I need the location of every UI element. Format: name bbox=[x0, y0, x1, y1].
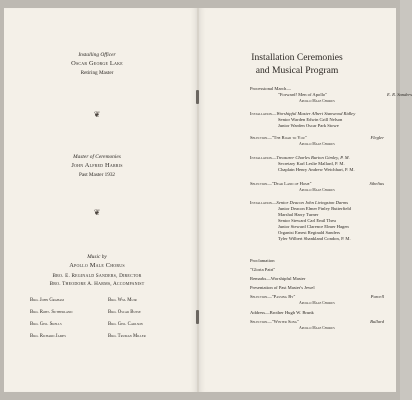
selection-2 bbox=[250, 181, 384, 186]
program-title-line1: Installation Ceremonies bbox=[251, 52, 343, 63]
installation-3-line bbox=[250, 200, 384, 205]
gloria-patri: "Gloria Patri" bbox=[250, 267, 276, 272]
selection-4-title: Selection—"Winter Song" bbox=[250, 319, 299, 324]
member-name: Bro. Truman Miller bbox=[108, 334, 146, 339]
accompanist: Bro. Theodore A. Harms, Accompanist bbox=[49, 281, 145, 287]
chorus-name: Apollo Male Chorus bbox=[69, 262, 125, 269]
mc-name: John Alfred Harris bbox=[71, 162, 123, 169]
installing-officer-role: Installing Officer bbox=[78, 52, 116, 58]
remarks: Remarks—Worshipful Master bbox=[250, 276, 306, 281]
selection-3 bbox=[250, 294, 384, 299]
forward-composer: E. R. Sanders bbox=[386, 92, 412, 97]
forward-title: "Forward! Men of Apollo" bbox=[278, 92, 328, 97]
member-name: Bro. Oscar Busse bbox=[108, 310, 141, 315]
proclamation: Proclamation bbox=[250, 258, 275, 263]
music-role: Music by bbox=[87, 254, 107, 260]
officer-line: Marshal Harry Turner bbox=[278, 212, 319, 217]
chorus-credit: Apollo Male Chorus bbox=[299, 301, 335, 305]
member-name: Bro. Geo. Carlson bbox=[108, 322, 143, 327]
forward-selection bbox=[250, 92, 412, 97]
chorus-credit: Apollo Male Chorus bbox=[299, 326, 335, 330]
officer-line: Chaplain Henry Andrew Weichhart, P. M. bbox=[278, 167, 355, 172]
member-name: Bro. John Graham bbox=[30, 298, 64, 303]
selection-3-composer: Purcell bbox=[370, 294, 384, 299]
officer-line: Junior Deacon Elmer Finley Butterfield bbox=[278, 206, 351, 211]
address: Address—Brother Hugh W. Brunk bbox=[250, 310, 314, 315]
installation-1-line bbox=[250, 111, 384, 116]
selection-3-title: Selection—"Passing By" bbox=[250, 294, 296, 299]
officer-line: Junior Steward Clarence Elmer Hagen bbox=[278, 224, 349, 229]
program-title-line2: and Musical Program bbox=[255, 65, 339, 76]
chorus-credit: Apollo Male Chorus bbox=[299, 99, 335, 103]
selection-2-title: Selection—"Dear Land of Home" bbox=[250, 181, 312, 186]
installation-2-line bbox=[250, 155, 384, 160]
ornament-icon: ❦ bbox=[93, 208, 101, 217]
officer-line: Senior Deacon John Livingston Darms bbox=[276, 200, 349, 205]
mc-role: Master of Ceremonies bbox=[73, 154, 121, 160]
member-name: Bro. Richard James bbox=[30, 334, 66, 339]
chorus-credit: Apollo Male Chorus bbox=[299, 188, 335, 192]
selection-1-title: Selection—"The Road to You" bbox=[250, 135, 307, 140]
selection-4 bbox=[250, 319, 384, 324]
officer-line: Tyler Wilbert Shankland Condon, P. M. bbox=[278, 236, 351, 241]
chorus-credit: Apollo Male Chorus bbox=[299, 142, 335, 146]
officer-line: Treasurer Charles Burton Gimley, P. M. bbox=[276, 155, 350, 160]
member-name: Bro. Wm. Muir bbox=[108, 298, 137, 303]
officer-line: Worshipful Master Albert Stanwood Ridley bbox=[276, 111, 356, 116]
installation-label: Installation— bbox=[250, 111, 277, 116]
installing-officer-name: Oscar George Lake bbox=[71, 60, 123, 67]
officer-line: Junior Warden Oscar Park Stowe bbox=[278, 123, 339, 128]
officer-line: Senior Steward Carl Emil Theu bbox=[278, 218, 336, 223]
ornament-icon: ❦ bbox=[93, 110, 101, 119]
selection-1 bbox=[250, 135, 384, 140]
installing-officer-title: Retiring Master bbox=[80, 70, 114, 76]
installation-label: Installation— bbox=[250, 200, 277, 205]
mc-title: Past Master 1932 bbox=[78, 172, 116, 178]
selection-4-composer: Bullard bbox=[370, 319, 384, 324]
installation-label: Installation— bbox=[250, 155, 277, 160]
processional-line: Processional March— bbox=[250, 86, 291, 91]
selection-2-composer: Sibelius bbox=[369, 181, 384, 186]
member-name: Bro. Geo. Skells bbox=[30, 322, 62, 327]
officer-line: Organist Ernest Reginald Sanders bbox=[278, 230, 341, 235]
officer-line: Senior Warden Edwin Grill Nelson bbox=[278, 117, 343, 122]
selection-1-composer: Flegler bbox=[370, 135, 384, 140]
officer-line: Secretary Karl Leslie Mallard, P. M. bbox=[278, 161, 345, 166]
member-name: Bro. Robt. Sutherland bbox=[30, 310, 73, 315]
presentation: Presentation of Past Master's Jewel bbox=[250, 285, 315, 290]
program-column bbox=[198, 0, 412, 400]
director: Bro. E. Reginald Sanders, Director bbox=[52, 273, 142, 279]
